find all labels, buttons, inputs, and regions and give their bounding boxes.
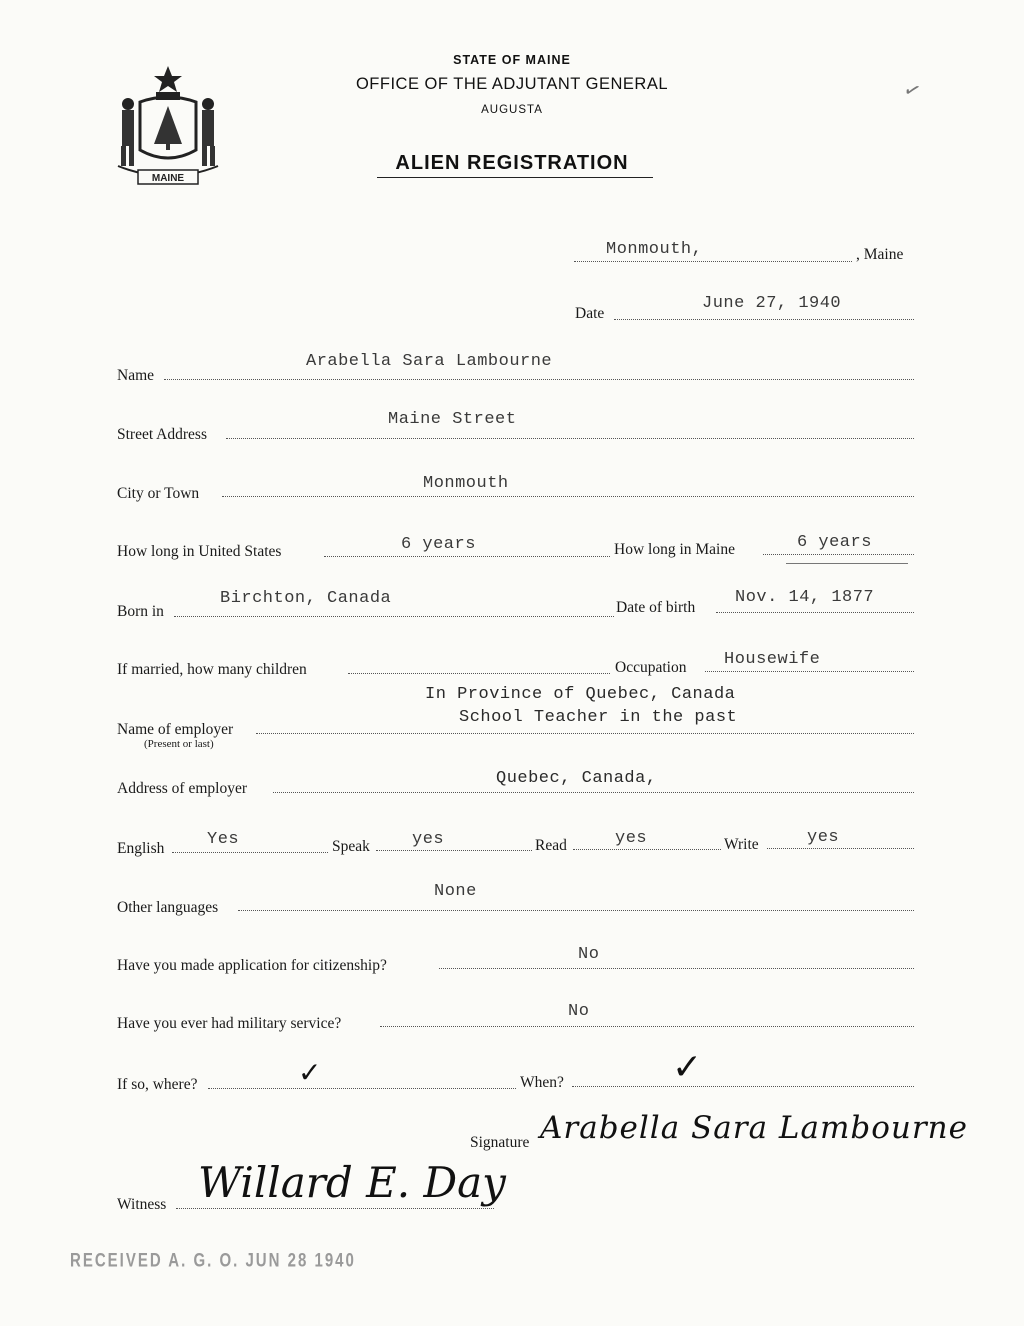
date-of-birth-value: Nov. 14, 1877 — [735, 588, 875, 607]
where-check: ✓ — [298, 1056, 322, 1089]
employer-line — [256, 733, 914, 734]
city-heading: AUGUSTA — [481, 104, 543, 116]
when-line — [572, 1086, 914, 1087]
citizenship-label: Have you made application for citizenship? — [117, 957, 387, 974]
when-label: When? — [520, 1074, 564, 1091]
name-line — [164, 379, 914, 380]
occupation-label: Occupation — [615, 659, 687, 676]
name-label: Name — [117, 367, 155, 384]
employer-address-line — [273, 792, 914, 793]
date-of-birth-label: Date of birth — [616, 599, 696, 616]
employer-label: Name of employer — [117, 721, 234, 738]
write-value: yes — [807, 828, 840, 847]
military-line — [380, 1026, 914, 1027]
military-label: Have you ever had military service? — [117, 1015, 342, 1032]
office-heading: OFFICE OF THE ADJUTANT GENERAL — [355, 75, 669, 93]
town-line — [574, 261, 852, 262]
how-long-maine-label: How long in Maine — [614, 541, 735, 558]
english-value: Yes — [207, 830, 240, 849]
citizenship-line — [439, 968, 914, 969]
city-town-label: City or Town — [117, 485, 200, 502]
signature-label: Signature — [470, 1134, 530, 1151]
town-value: Monmouth, — [606, 240, 703, 259]
employer-sublabel: (Present or last) — [144, 738, 214, 750]
other-languages-label: Other languages — [117, 899, 219, 916]
corner-check-mark: ✓ — [900, 75, 925, 105]
other-languages-line — [238, 910, 914, 911]
born-in-line — [174, 616, 614, 617]
speak-value: yes — [412, 830, 445, 849]
date-line — [614, 319, 914, 320]
children-label: If married, how many children — [117, 661, 307, 678]
where-label: If so, where? — [117, 1076, 198, 1093]
name-value: Arabella Sara Lambourne — [306, 352, 553, 371]
years-maine-value: 6 years — [797, 533, 872, 552]
street-label: Street Address — [117, 426, 207, 443]
seal-scroll-text: MAINE — [151, 173, 185, 184]
english-line — [172, 852, 328, 853]
received-stamp: RECEIVED A. G. O. JUN 28 1940 — [70, 1249, 356, 1272]
title-underline — [377, 177, 653, 178]
write-label: Write — [724, 836, 759, 853]
date-value: June 27, 1940 — [702, 294, 842, 313]
employer-address-value: Quebec, Canada, — [496, 769, 657, 788]
born-in-value: Birchton, Canada — [220, 589, 392, 608]
speak-line — [376, 850, 532, 851]
witness-line — [176, 1208, 494, 1209]
military-value: No — [568, 1002, 590, 1021]
where-line — [208, 1088, 516, 1089]
form-title: ALIEN REGISTRATION — [395, 152, 629, 174]
employer-value-line2: School Teacher in the past — [459, 708, 738, 727]
read-line — [573, 849, 721, 850]
children-line — [348, 673, 610, 674]
years-us-value: 6 years — [401, 535, 476, 554]
signature-value: Arabella Sara Lambourne — [540, 1110, 968, 1146]
employer-address-label: Address of employer — [117, 780, 247, 797]
speak-label: Speak — [332, 838, 370, 855]
citizenship-value: No — [578, 945, 600, 964]
state-heading: STATE OF MAINE — [453, 53, 571, 67]
how-long-us-label: How long in United States — [117, 543, 282, 560]
date-label: Date — [575, 305, 605, 322]
witness-signature: Willard E. Day — [198, 1158, 506, 1207]
when-check: ✓ — [672, 1047, 703, 1088]
occupation-value: Housewife — [724, 650, 821, 669]
city-town-value: Monmouth — [423, 474, 509, 493]
write-line — [767, 848, 914, 849]
years-maine-underline — [786, 563, 908, 564]
other-languages-value: None — [434, 882, 477, 901]
how-long-us-line — [324, 556, 610, 557]
how-long-maine-line — [763, 554, 914, 555]
born-in-label: Born in — [117, 603, 164, 620]
witness-label: Witness — [117, 1196, 167, 1213]
english-label: English — [117, 840, 165, 857]
read-value: yes — [615, 829, 648, 848]
street-line — [226, 438, 914, 439]
date-of-birth-line — [716, 612, 914, 613]
occupation-line — [705, 671, 914, 672]
city-town-line — [222, 496, 914, 497]
employer-value-line1: In Province of Quebec, Canada — [425, 685, 736, 704]
read-label: Read — [535, 837, 567, 854]
maine-label: , Maine — [856, 246, 904, 263]
street-value: Maine Street — [388, 410, 517, 429]
